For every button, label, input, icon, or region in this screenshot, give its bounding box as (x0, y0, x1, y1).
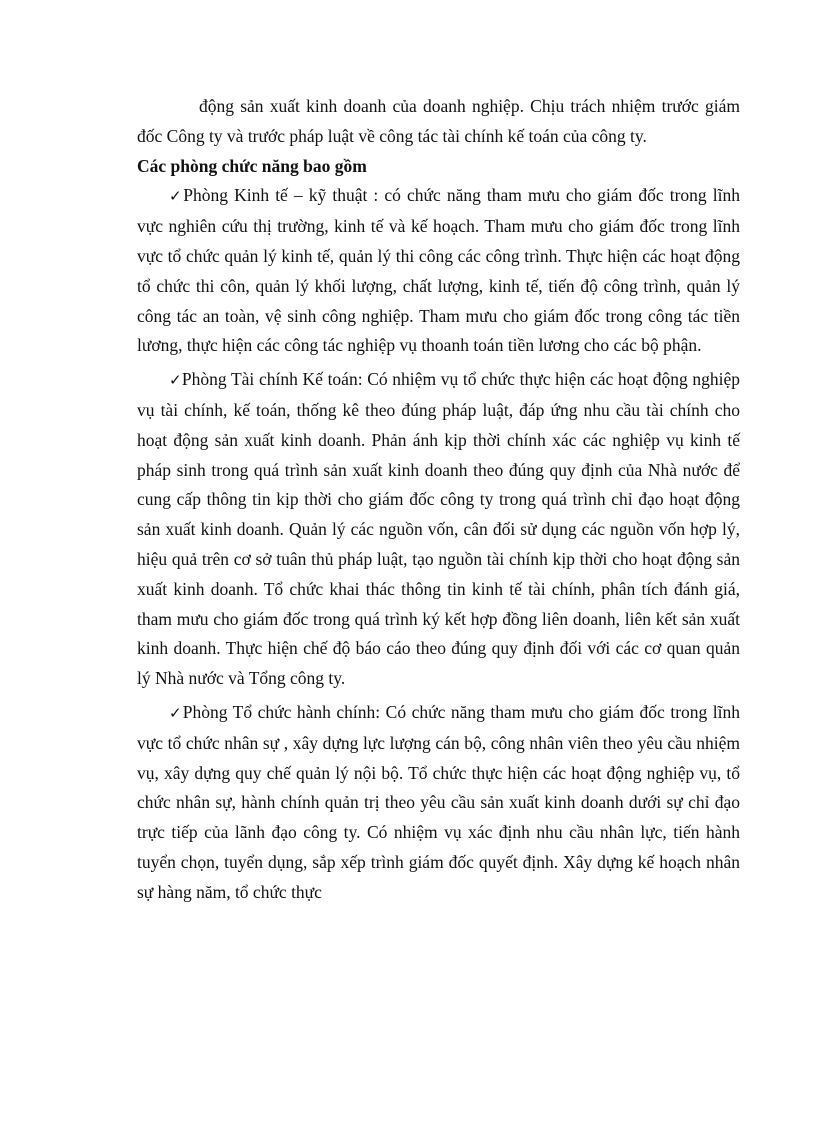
department-paragraph-economics (137, 181, 740, 361)
department-text: Phòng Kinh tế – kỹ thuật : có chức năng tham mưu cho giám đốc trong lĩnh vực nghiên cứu thị trường, kinh tế và kế hoạch. Tham mưu cho giám đốc trong lĩnh vực tổ chức quản lý kinh tế, quản lý thi công các công trình. Thực hiện các hoạt động tổ chức thi côn, quản lý khối lượng, chất lượng, kinh tế, tiến độ công trình, quản lý công tác an toàn, vệ sinh công nghiệp. Tham mưu cho giám đốc trong công tác tiền lương, thực hiện các công tác nghiệp vụ thoanh toán tiền lương cho các bộ phận. (137, 185, 740, 356)
checkmark-icon: ✓ (169, 187, 184, 206)
department-paragraph-admin (137, 698, 740, 908)
department-text: Phòng Tổ chức hành chính: Có chức năng tham mưu cho giám đốc trong lĩnh vực tổ chức nhân sự , xây dựng lực lượng cán bộ, công nhân viên theo yêu cầu nhiệm vụ, xây dựng quy chế quản lý nội bộ. Tổ chức thực hiện các hoạt động nghiệp vụ, tổ chức nhân sự, hành chính quản trị theo yêu cầu sản xuất kinh doanh dưới sự chỉ đạo trực tiếp của lãnh đạo công ty. Có nhiệm vụ xác định nhu cầu nhân lực, tiến hành tuyển chọn, tuyển dụng, sắp xếp trình giám đốc quyết định. Xây dựng kế hoạch nhân sự hàng năm, tổ chức thực (137, 701, 741, 902)
department-paragraph-finance (137, 365, 740, 694)
checkmark-icon: ✓ (169, 371, 182, 390)
checkmark-icon: ✓ (169, 703, 183, 722)
intro-paragraph: động sản xuất kinh doanh của doanh nghiệp. Chịu trách nhiệm trước giám đốc Công ty và trước pháp luật về công tác tài chính kế toán của công ty. (137, 96, 740, 146)
section-heading: Các phòng chức năng bao gồm (137, 155, 367, 176)
document-page (137, 92, 740, 908)
department-text: Phòng Tài chính Kế toán: Có nhiệm vụ tổ chức thực hiện các hoạt động nghiệp vụ tài chính, kế toán, thống kê theo đúng pháp luật, đáp ứng nhu cầu tài chính cho hoạt động sản xuất kinh doanh. Phản ánh kịp thời chính xác các nghiệp vụ kinh tế pháp sinh trong quá trình sản xuất kinh doanh theo đúng quy định của Nhà nước để cung cấp thông tin kịp thời cho giám đốc công ty trong quá trình chỉ đạo hoạt động sản xuất kinh doanh. Quản lý các nguồn vốn, cân đối sử dụng các nguồn vốn hợp lý, hiệu quả trên cơ sở tuân thủ pháp luật, tạo nguồn tài chính kịp thời cho hoạt động sản xuất kinh doanh. Tổ chức khai thác thông tin kinh tế tài chính, phân tích đánh giá, tham mưu cho giám đốc trong quá trình ký kết hợp đồng liên doanh, liên kết sản xuất kinh doanh. Thực hiện chế độ báo cáo theo đúng quy định đối với các cơ quan quản lý Nhà nước và Tổng công ty. (137, 369, 740, 689)
